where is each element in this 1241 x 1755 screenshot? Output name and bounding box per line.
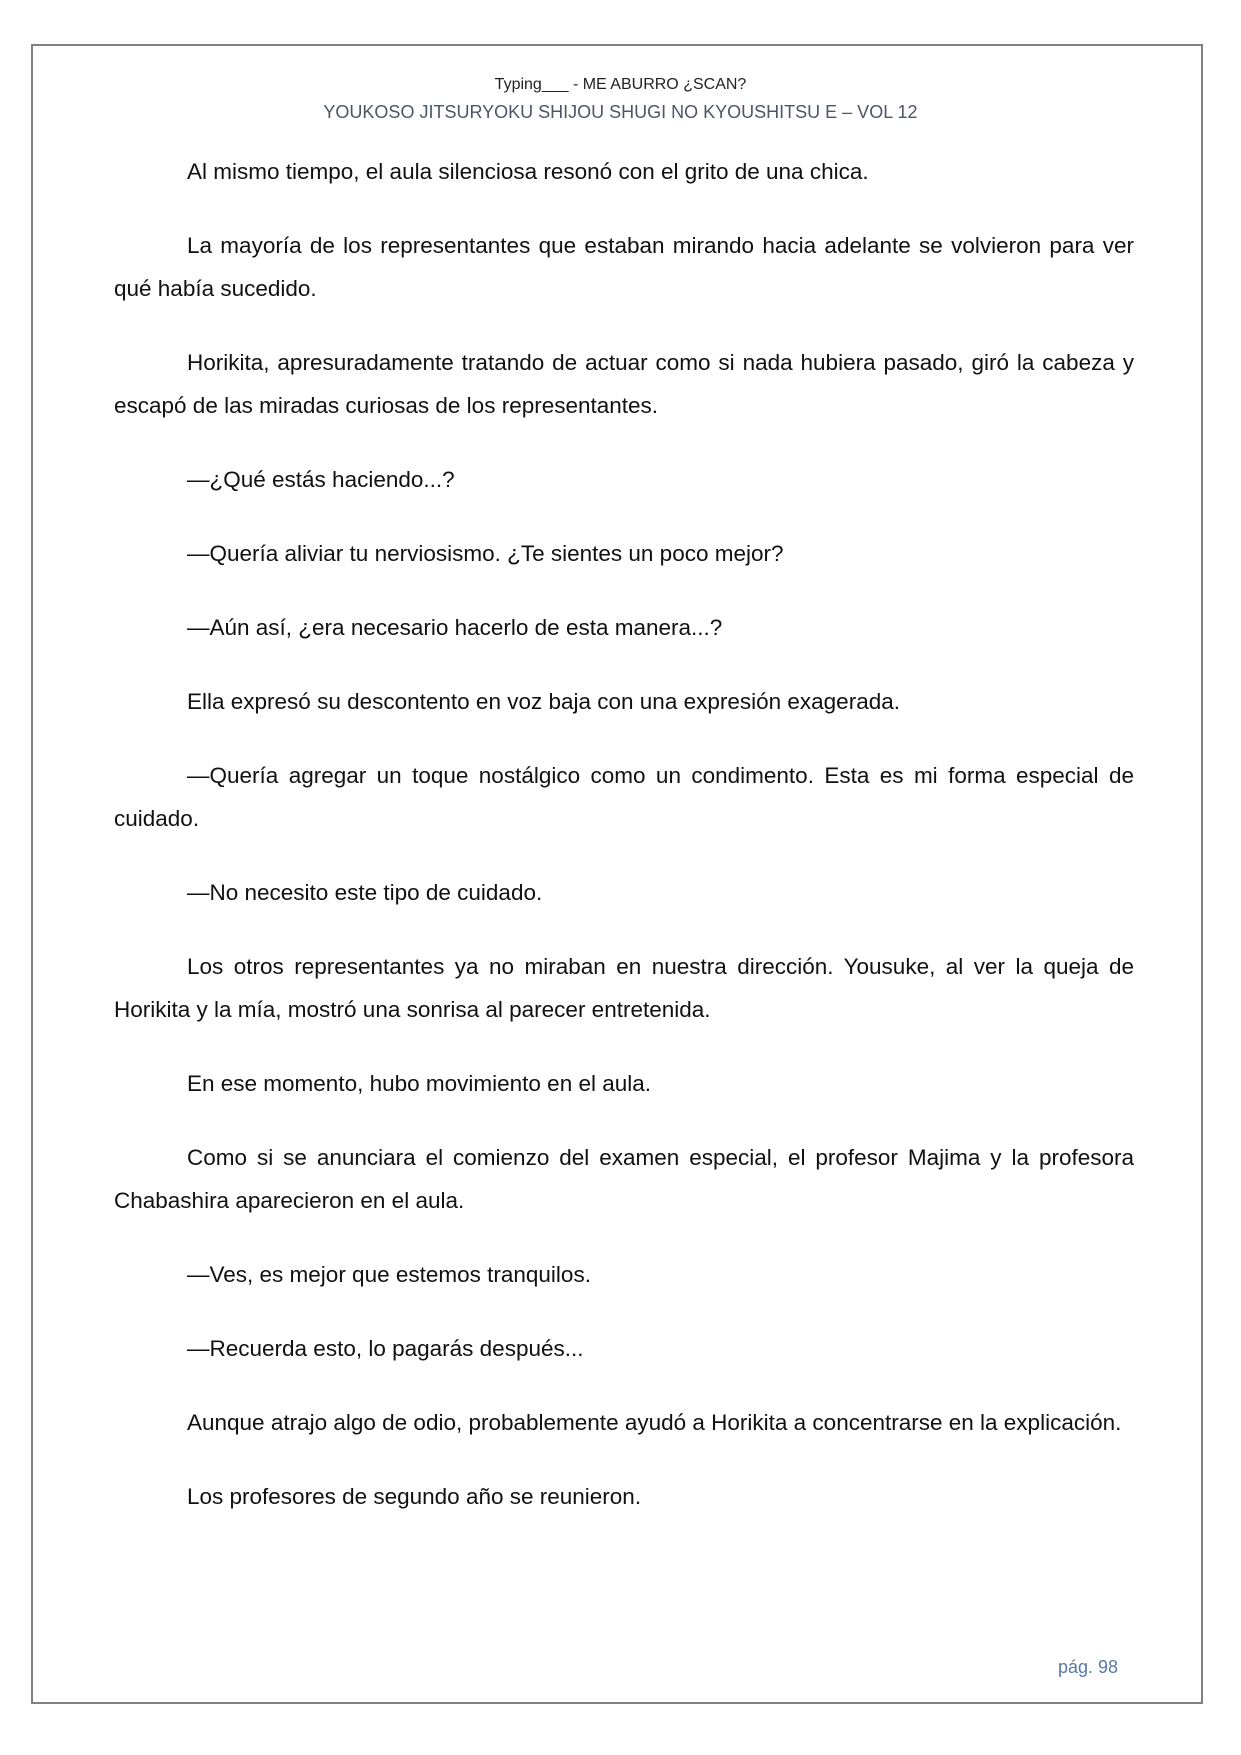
paragraph: Los profesores de segundo año se reunieron.	[187, 1484, 642, 1509]
paragraph: —Quería aliviar tu nerviosismo. ¿Te sientes un poco mejor?	[187, 541, 784, 566]
header-credit: Typing___ - ME ABURRO ¿SCAN?	[494, 76, 747, 93]
paragraph: Aunque atrajo algo de odio, probablemente ayudó a Horikita a concentrarse en la explicación.	[187, 1410, 1122, 1435]
header-title: YOUKOSO JITSURYOKU SHIJOU SHUGI NO KYOUSHITSU E – VOL 12	[323, 102, 918, 122]
paragraph: Como si se anunciara el comienzo del examen especial, el profesor Majima y la profesora Chabashira aparecieron en el aula.	[114, 1145, 1134, 1213]
paragraph: —Aún así, ¿era necesario hacerlo de esta manera...?	[187, 615, 723, 640]
page-body	[114, 150, 1134, 1549]
paragraph: —No necesito este tipo de cuidado.	[187, 880, 543, 905]
paragraph: Horikita, apresuradamente tratando de actuar como si nada hubiera pasado, giró la cabeza y escapó de las miradas curiosas de los representantes.	[114, 350, 1134, 418]
paragraph: —Ves, es mejor que estemos tranquilos.	[187, 1262, 591, 1287]
paragraph: Los otros representantes ya no miraban en nuestra dirección. Yousuke, al ver la queja de Horikita y la mía, mostró una sonrisa al parecer entretenida.	[114, 954, 1134, 1022]
paragraph: —Quería agregar un toque nostálgico como un condimento. Esta es mi forma especial de cuidado.	[114, 763, 1134, 831]
paragraph: En ese momento, hubo movimiento en el aula.	[187, 1071, 652, 1096]
paragraph: Ella expresó su descontento en voz baja con una expresión exagerada.	[187, 689, 900, 714]
paragraph: La mayoría de los representantes que estaban mirando hacia adelante se volvieron para ver qué había sucedido.	[114, 233, 1134, 301]
paragraph: —Recuerda esto, lo pagarás después...	[187, 1336, 584, 1361]
paragraph: Al mismo tiempo, el aula silenciosa resonó con el grito de una chica.	[187, 159, 869, 184]
page-number: pág. 98	[1058, 1657, 1119, 1677]
paragraph: —¿Qué estás haciendo...?	[187, 467, 455, 492]
